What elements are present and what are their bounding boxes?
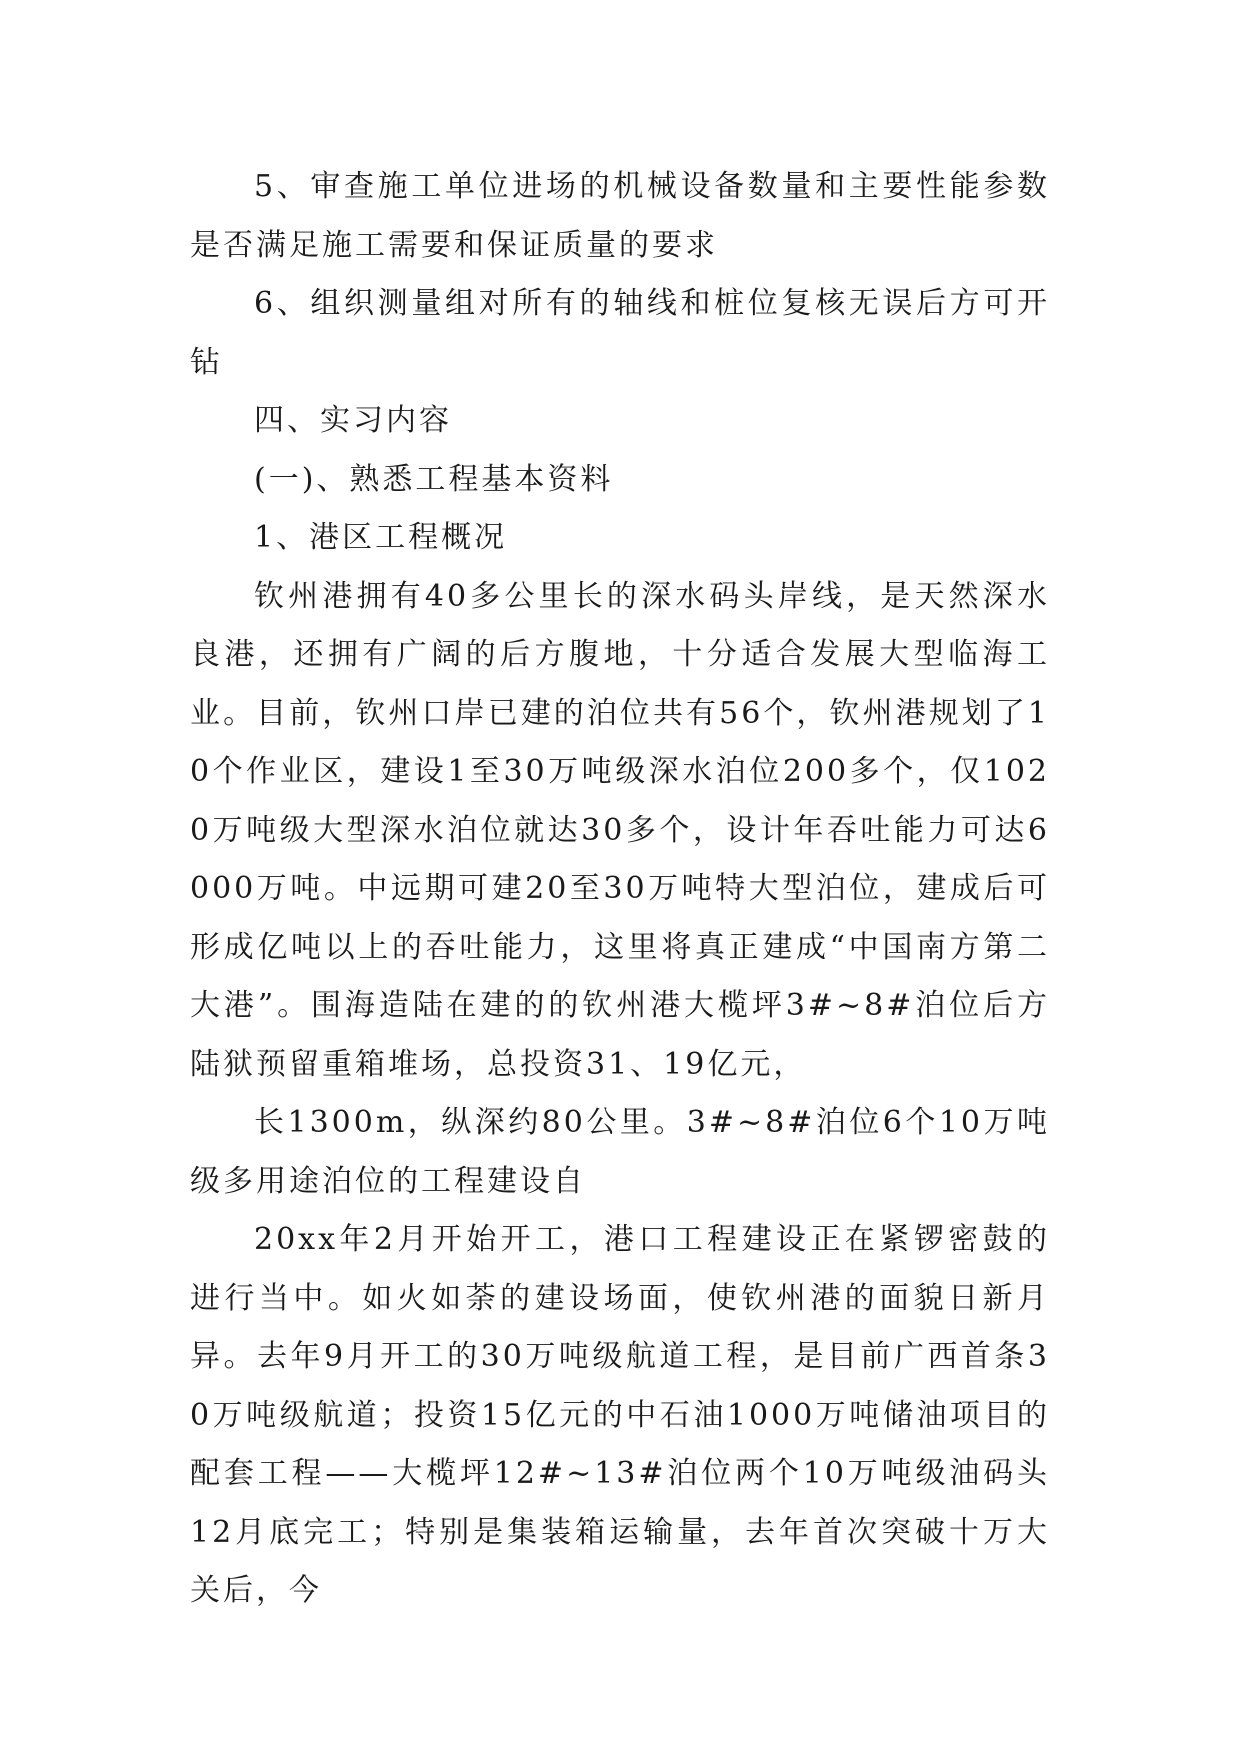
section-heading-internship-content: 四、实习内容 bbox=[254, 403, 452, 438]
paragraph-berth-scale: 长1300m，纵深约80公里。3#~8#泊位6个10万吨级多用途泊位的工程建设自 bbox=[190, 1105, 1050, 1199]
paragraph-item-5: 5、审查施工单位进场的机械设备数量和主要性能参数是否满足施工需要和保证质量的要求 bbox=[190, 169, 1050, 263]
paragraph-construction-progress: 20xx年2月开始开工，港口工程建设正在紧锣密鼓的进行当中。如火如荼的建设场面，使钦州港的面貌日新月异。去年9月开工的30万吨级航道工程，是目前广西首条30万吨级航道；投资15亿元的中石油1000万吨储油项目的配套工程——大榄坪12#~13#泊位两个10万吨级油码头12月底完工；特别是集装箱运输量，去年首次突破十万大关后，今 bbox=[190, 1222, 1050, 1608]
paragraph-port-description: 钦州港拥有40多公里长的深水码头岸线，是天然深水良港，还拥有广阔的后方腹地，十分适合发展大型临海工业。目前，钦州口岸已建的泊位共有56个，钦州港规划了10个作业区，建设1至30万吨级深水泊位200多个，仅1020万吨级大型深水泊位就达30多个，设计年吞吐能力可达6000万吨。中远期可建20至30万吨特大型泊位，建成后可形成亿吨以上的吞吐能力，这里将真正建成“中国南方第二大港”。围海造陆在建的的钦州港大榄坪3#~8#泊位后方陆狱预留重箱堆场，总投资31、19亿元， bbox=[190, 578, 1050, 1082]
document-body bbox=[190, 158, 1050, 1621]
subsection-heading-port-overview: 1、港区工程概况 bbox=[254, 520, 508, 555]
subsection-heading-basic-info: (一)、熟悉工程基本资料 bbox=[254, 461, 614, 497]
paragraph-item-6: 6、组织测量组对所有的轴线和桩位复核无误后方可开钻 bbox=[190, 286, 1050, 380]
